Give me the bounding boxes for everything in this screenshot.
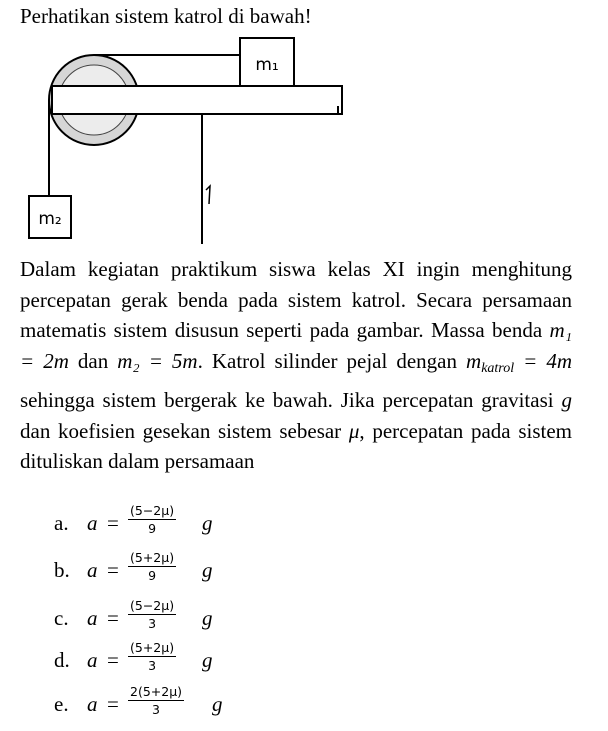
paragraph-text: Dalam kegiatan praktikum siswa kelas XI ingin menghitung percepatan gerak benda pada sistem katrol. Secara persamaan matematis sistem disusun seperti pada gambar. Massa benda [20,257,572,343]
mass-pulley-symbol: m [466,349,482,374]
option-label: c. [54,606,69,630]
fraction-denominator: 9 [148,568,157,583]
mass-m1: m₁ = 2m [20,318,572,374]
block-m2-label: m₂ [38,209,62,229]
paragraph-text: sehingga sistem bergerak ke bawah. Jika percepatan gravitasi [20,387,562,412]
option-gravity: g [202,606,213,630]
option-variable: a [87,558,98,582]
option-equals: = [107,606,119,630]
fraction-denominator: 3 [152,702,160,717]
option-fraction [128,550,176,583]
question-title: Perhatikan sistem katrol di bawah! [20,4,312,28]
paragraph-text: . Katrol silinder pejal dengan [197,349,467,374]
paragraph-text: , percepatan pada sistem dituliskan dalam persamaan [20,418,572,474]
option-label: a. [54,511,69,535]
option-fraction [128,598,176,631]
option-variable: a [87,511,98,535]
option-gravity: g [202,558,213,582]
friction-symbol: μ [348,418,360,443]
option-gravity: g [202,648,213,672]
fraction-numerator: (5+2μ) [130,640,175,655]
option-equals: = [107,648,119,672]
option-gravity: g [212,692,223,716]
option-variable: a [87,606,98,630]
fraction-numerator: 2(5+2μ) [130,684,183,699]
option-variable: a [87,648,98,672]
option-label: e. [54,692,69,716]
table-top [52,86,342,114]
option-equals: = [107,692,119,716]
fraction-numerator: (5−2μ) [130,598,175,613]
paragraph-text: dan [68,349,118,374]
option-variable: a [87,692,98,716]
paragraph-text: dan koefisien gesekan sistem sebesar [20,418,349,443]
mass-pulley-subscript: katrol [481,361,515,377]
option-equals: = [107,558,119,582]
fraction-denominator: 3 [148,658,157,673]
gravity-symbol: g [561,387,572,412]
option-equals: = [107,511,119,535]
fraction-numerator: (5+2μ) [130,550,175,565]
option-gravity: g [202,511,213,535]
option-label: d. [54,648,70,672]
option-fraction [128,684,184,717]
mass-pulley-value: = 4m [514,349,573,374]
question-paragraph [20,254,572,477]
fraction-denominator: 3 [148,616,157,631]
fraction-denominator: 9 [148,521,157,536]
fraction-numerator: (5−2μ) [130,503,175,518]
block-m1-label: m₁ [255,55,279,75]
option-label: b. [54,558,70,582]
option-fraction [128,503,176,536]
pulley-diagram [20,30,350,246]
mass-m2: m₂ = 5m [117,349,198,374]
option-fraction [128,640,176,673]
